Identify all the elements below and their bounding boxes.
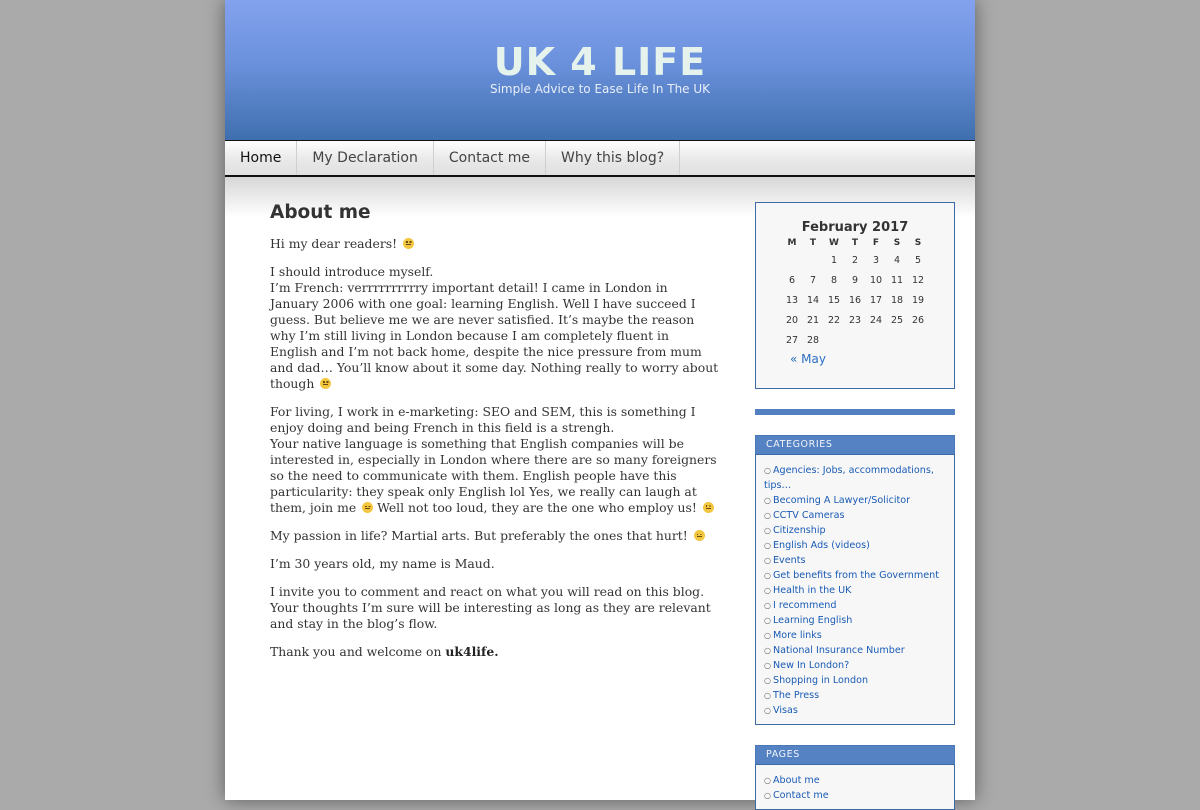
calendar-day: 28 [806,334,820,346]
bullet-icon: ○ [764,691,771,700]
pages-widget [755,745,955,810]
bullet-icon: ○ [764,526,771,535]
category-link[interactable] [764,703,946,718]
page-link-about-me[interactable] [764,773,946,788]
category-label[interactable]: CCTV Cameras [772,510,845,521]
bullet-icon: ○ [764,511,771,520]
calendar-day: 10 [869,274,883,286]
paragraph-work [270,404,720,516]
page-container [225,0,975,800]
smiley-icon [320,378,331,389]
categories-widget [755,435,955,725]
text: I should introduce myself. [270,264,434,279]
bullet-icon: ○ [764,586,771,595]
paragraph-thanks [270,644,720,660]
category-label[interactable]: I recommend [772,600,837,611]
wink-icon [362,502,373,513]
weekday-header: M [787,238,797,248]
calendar-caption: February 2017 [801,220,909,235]
calendar-day: 5 [914,254,922,266]
calendar-day: 17 [869,294,883,306]
smiley-icon [403,238,414,249]
calendar-day: 19 [911,294,925,306]
weekday-header: F [872,238,880,248]
bullet-icon: ○ [764,556,771,565]
category-link[interactable] [764,463,946,493]
calendar-day: 27 [785,334,799,346]
category-label[interactable]: More links [772,630,822,641]
calendar-day: 18 [890,294,904,306]
calendar-day: 23 [848,314,862,326]
calendar-day: 2 [851,254,859,266]
category-link[interactable] [764,538,946,553]
page-link-contact-me[interactable] [764,788,946,803]
nav-item-home[interactable]: Home [225,141,297,175]
calendar-day: 3 [872,254,880,266]
calendar-day [866,330,887,350]
sidebar [755,202,955,810]
wink-icon [694,530,705,541]
calendar-day: 25 [890,314,904,326]
site-header [225,0,975,140]
paragraph-intro [270,264,720,392]
category-label[interactable]: Shopping in London [772,675,869,686]
bullet-icon: ○ [764,571,771,580]
site-tagline: Simple Advice to Ease Life In The UK [489,82,711,96]
weekday-header: T [809,238,817,248]
page-label[interactable]: About me [772,775,820,786]
text: Well not too loud, they are the one who employ us! [377,500,697,515]
calendar-day: 26 [911,314,925,326]
calendar-day: 21 [806,314,820,326]
nav-item-why-this-blog[interactable]: Why this blog? [546,141,680,175]
calendar-day: 12 [911,274,925,286]
category-link[interactable] [764,688,946,703]
category-link[interactable] [764,523,946,538]
main-nav [225,140,975,177]
nav-item-my-declaration[interactable]: My Declaration [297,141,434,175]
smiley-icon [703,502,714,513]
category-label[interactable]: English Ads (videos) [772,540,870,551]
calendar-day: 6 [788,274,796,286]
bullet-icon: ○ [764,466,771,475]
paragraph-passion [270,528,720,544]
category-link[interactable] [764,643,946,658]
calendar-day: 1 [830,254,838,266]
category-label[interactable]: Get benefits from the Government [772,570,939,581]
calendar-day [824,330,845,350]
category-label[interactable]: Health in the UK [772,585,852,596]
bullet-icon: ○ [764,616,771,625]
paragraph-age: I’m 30 years old, my name is Maud. [270,556,495,571]
calendar-day [845,330,866,350]
category-link[interactable] [764,553,946,568]
weekday-header: S [893,238,901,248]
text: My passion in life? Martial arts. But preferably the ones that hurt! [270,528,688,543]
calendar-day: 15 [827,294,841,306]
site-title[interactable]: UK 4 LIFE [493,40,707,84]
calendar-day: 7 [809,274,817,286]
category-link[interactable] [764,658,946,673]
sidebar-divider [755,409,955,415]
bullet-icon: ○ [764,676,771,685]
category-label[interactable]: The Press [772,690,820,701]
text: Hi my dear readers! [270,236,398,251]
weekday-header: T [851,238,859,248]
calendar-day: 14 [806,294,820,306]
bullet-icon: ○ [764,776,771,785]
bullet-icon: ○ [764,646,771,655]
category-link[interactable] [764,493,946,508]
category-link[interactable] [764,568,946,583]
calendar-table [782,236,929,350]
pages-title: PAGES [755,745,955,764]
calendar-day [887,330,908,350]
post-content [270,200,720,672]
bullet-icon: ○ [764,496,771,505]
category-label[interactable]: National Insurance Number [772,645,905,656]
text: Your native language is something that English companies will be interested in, especially in London where there are so many foreigners so the need to communicate with them. English people have this particularity: they speak only English lol Yes, we really can laugh at them, join me [270,436,717,515]
calendar-day: 11 [890,274,904,286]
category-link[interactable] [764,613,946,628]
category-label[interactable]: Visas [772,705,798,716]
weekday-header: W [829,238,839,248]
category-label[interactable]: New In London? [772,660,850,671]
category-link[interactable] [764,628,946,643]
category-link[interactable] [764,598,946,613]
weekday-header: S [914,238,922,248]
calendar-day [782,250,803,270]
calendar-day: 20 [785,314,799,326]
bullet-icon: ○ [764,541,771,550]
calendar-day [803,250,824,270]
calendar-day: 24 [869,314,883,326]
calendar-day: 8 [830,274,838,286]
category-link[interactable] [764,583,946,598]
calendar-day: 9 [851,274,859,286]
category-link[interactable] [764,508,946,523]
categories-title: CATEGORIES [755,435,955,454]
bullet-icon: ○ [764,661,771,670]
post-title: About me [270,202,371,223]
bullet-icon: ○ [764,631,771,640]
bullet-icon: ○ [764,706,771,715]
calendar-prev-month-link[interactable]: « May [790,352,826,366]
text: Thank you and welcome on [270,644,446,659]
category-label[interactable]: Events [772,555,806,566]
category-link[interactable] [764,673,946,688]
calendar-day: 13 [785,294,799,306]
calendar-day: 22 [827,314,841,326]
bullet-icon: ○ [764,791,771,800]
paragraph-greeting [270,236,720,252]
nav-item-contact-me[interactable]: Contact me [434,141,546,175]
category-label[interactable]: Agencies: Jobs, accommodations, tips… [764,465,934,491]
bullet-icon: ○ [764,601,771,610]
category-label[interactable]: Citizenship [772,525,826,536]
calendar-day [908,330,929,350]
text: For living, I work in e-marketing: SEO and SEM, this is something I enjoy doing and being French in this field is a strengh. [270,404,696,435]
calendar-widget [755,202,955,389]
paragraph-invite: I invite you to comment and react on what you will read on this blog. Your thoughts I’m sure will be interesting as long as they are relevant and stay in the blog’s flow. [270,584,711,631]
page-label[interactable]: Contact me [772,790,829,801]
categories-list [755,454,955,725]
brand-name: uk4life. [445,644,499,659]
text: I’m French: verrrrrrrrrry important detail! I came in London in January 2006 with one goal: learning English. Well I have succeed I guess. But believe me we are never satisfied. It’s maybe the reason why I’m still living in London because I am completely fluent in English and I’m not back home, despite the nice pressure from mum and dad… You’ll know about it some day. Nothing really to worry about though [270,280,719,391]
calendar-day: 16 [848,294,862,306]
calendar-day: 4 [893,254,901,266]
category-label[interactable]: Becoming A Lawyer/Solicitor [772,495,911,506]
category-label[interactable]: Learning English [772,615,853,626]
pages-list [755,764,955,810]
